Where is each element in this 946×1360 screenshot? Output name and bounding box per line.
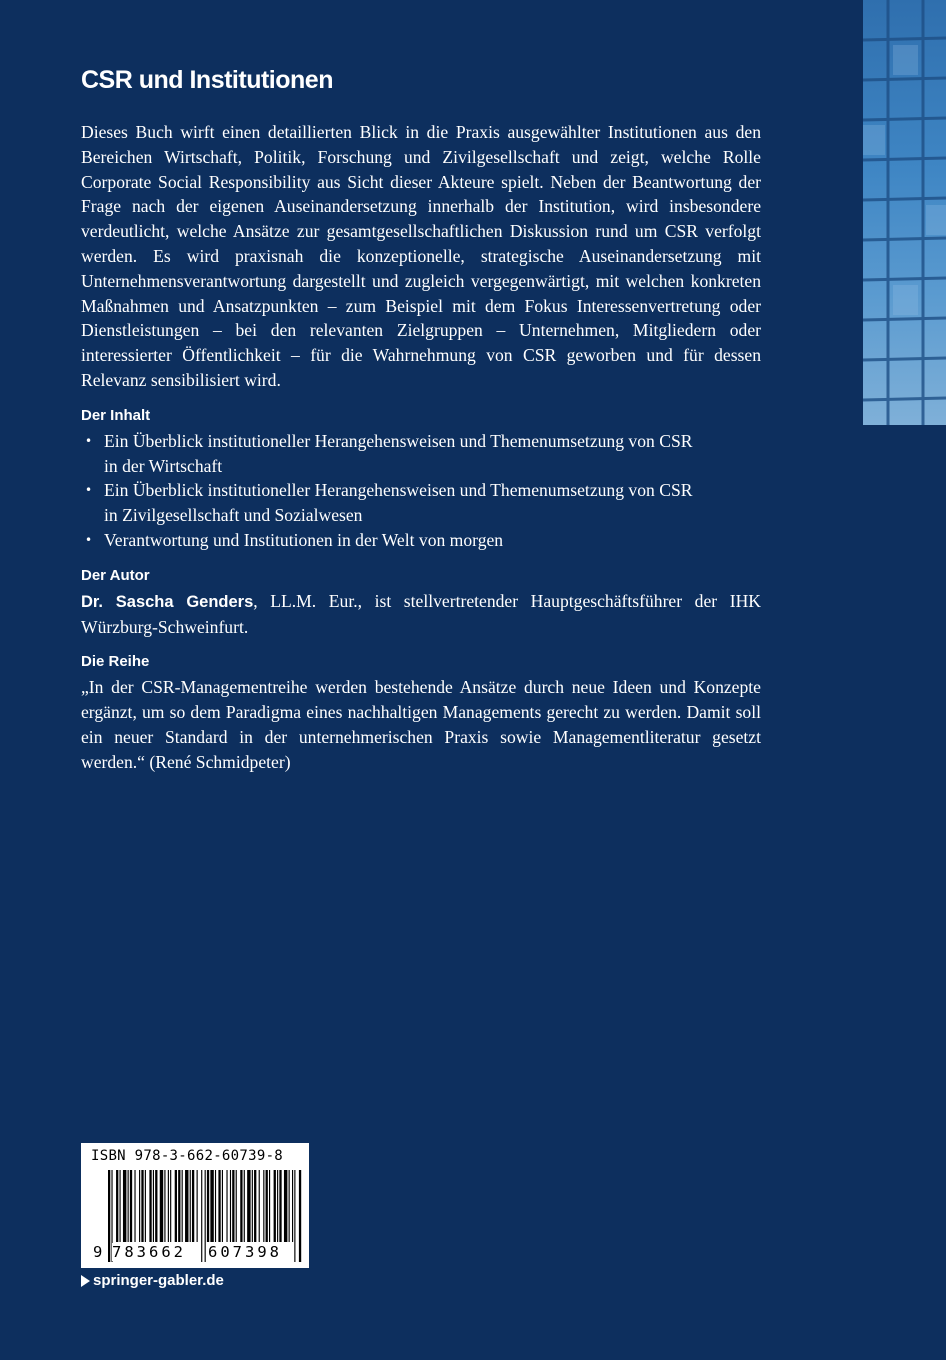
barcode-bar [210, 1170, 213, 1242]
author-bio-text: , LL.M. Eur., ist stellvertretender Hauptgeschäftsführer der IHK Würzburg-Schweinfurt. [81, 590, 761, 637]
barcode-bar [222, 1170, 223, 1242]
barcode-bar [155, 1170, 157, 1242]
barcode-bar [128, 1170, 129, 1242]
barcode-bar [120, 1170, 121, 1242]
isbn-label: ISBN 978-3-662-60739-8 [91, 1148, 284, 1164]
barcode-bar [108, 1170, 110, 1262]
barcode-bar [145, 1170, 146, 1242]
barcode-digits-left: 783662 [112, 1243, 186, 1261]
barcode-bar [207, 1170, 209, 1242]
barcode-bar [266, 1170, 268, 1242]
barcode-bar [236, 1170, 237, 1242]
barcode-bar [279, 1170, 281, 1242]
glass-facade-image [863, 0, 946, 425]
barcode-bar [289, 1170, 290, 1242]
barcode-bar [269, 1170, 270, 1242]
barcode-bar [153, 1170, 154, 1242]
barcode-bar [284, 1170, 287, 1242]
barcode-bar [182, 1170, 183, 1242]
barcode-bar [141, 1170, 143, 1242]
barcode-bar [292, 1170, 293, 1242]
barcode-first-digit: 9 [93, 1243, 103, 1261]
barcode-bar [168, 1170, 169, 1242]
barcode-bar [178, 1170, 180, 1242]
barcode-bar [160, 1170, 163, 1242]
barcode-bar [252, 1170, 253, 1242]
barcode-bar [170, 1170, 171, 1242]
arrow-right-icon [81, 1275, 90, 1287]
list-item: • Verantwortung und Institutionen in der Welt von morgen [81, 528, 704, 553]
publisher-website[interactable] [81, 1272, 224, 1289]
barcode-bar [247, 1170, 250, 1242]
series-text: „In der CSR-Managementreihe werden bestehende Ansätze durch neue Ideen und Konzepte ergänzt, um so dem Paradigma eines nachhaltigen Managements gerecht zu werden. Damit soll ein neuer Standard in der unternehmerischen Praxis sowie Managementliteratur gesetzt werden.“ (René Schmidpeter) [81, 677, 761, 772]
glass-grid-lines [863, 0, 946, 425]
barcode-bar [139, 1170, 140, 1242]
barcode-bar [218, 1170, 220, 1242]
barcode-bar [294, 1170, 295, 1262]
content-heading: Der Inhalt [81, 406, 151, 424]
series-heading: Die Reihe [81, 653, 150, 671]
barcode-bar [164, 1170, 165, 1242]
website-label: springer-gabler.de [93, 1272, 224, 1289]
barcode-bar [215, 1170, 216, 1242]
author-name: Dr. Sascha Genders [81, 592, 254, 611]
barcode-bar [201, 1170, 202, 1262]
barcode-bar [149, 1170, 151, 1242]
author-heading: Der Autor [81, 566, 150, 584]
list-item: • Ein Überblick institutioneller Herangehensweisen und Themenumsetzung von CSR in der Wirtschaft [81, 429, 704, 479]
barcode-bar [197, 1170, 198, 1242]
barcode-bar [232, 1170, 234, 1242]
main-content [81, 62, 761, 775]
barcode-bar [185, 1170, 188, 1242]
barcode-bar [299, 1170, 301, 1262]
isbn-barcode [81, 1143, 309, 1268]
barcode-bar [226, 1170, 227, 1242]
barcode-bar [190, 1170, 191, 1242]
book-title: CSR und Institutionen [81, 66, 333, 94]
barcode-bar [123, 1170, 126, 1242]
barcode-bar [130, 1170, 132, 1242]
barcode-bar [240, 1170, 242, 1242]
author-bio [81, 589, 761, 640]
list-item: • Ein Überblick institutioneller Herangehensweisen und Themenumsetzung von CSR in Zivilgesellschaft und Sozialwesen [81, 478, 704, 528]
barcode-bar [277, 1170, 278, 1242]
barcode-bar [175, 1170, 177, 1242]
barcode-bar [244, 1170, 245, 1242]
barcode-bar [116, 1170, 118, 1242]
barcode-bar [230, 1170, 231, 1242]
barcode-digits-right: 607398 [208, 1243, 282, 1261]
book-description: Dieses Buch wirft einen detaillierten Blick in die Praxis ausgewählter Institutionen aus den Bereichen Wirtschaft, Politik, Forschung und Zivilgesellschaft und zeigt, welche Rolle Corporate Social Responsibility aus Sicht dieser Akteure spielt. Neben der Beantwortung der Frage nach der eigenen Auseinandersetzung innerhalb der Institution, wird insbesondere verdeutlicht, welche Ansätze zur gesamtgesellschaftlichen Diskussion rund um CSR verfolgt werden. Es wird praxisnah die konzeptionelle, strategische Auseinandersetzung mit Unternehmensverantwortung dargestellt und zugleich vergegenwärtigt, mit welchen konkreten Maßnahmen und Ansatzpunkten – zum Beispiel mit dem Fokus Interessenvertretung oder Dienstleistungen – bei den relevanten Zielgruppen – Unternehmen, Mitgliedern oder interessierter Öffentlichkeit – für die Wahrnehmung von CSR geworben und für dessen Relevanz sensibilisiert wird. [81, 122, 761, 390]
barcode-bar [205, 1170, 206, 1262]
barcode-bar [192, 1170, 194, 1242]
barcode-bar [259, 1170, 260, 1242]
barcode-bar [263, 1170, 264, 1242]
content-list [81, 429, 761, 553]
barcode-bar [254, 1170, 256, 1242]
barcode-bar [134, 1170, 135, 1242]
barcode-bar [274, 1170, 276, 1242]
